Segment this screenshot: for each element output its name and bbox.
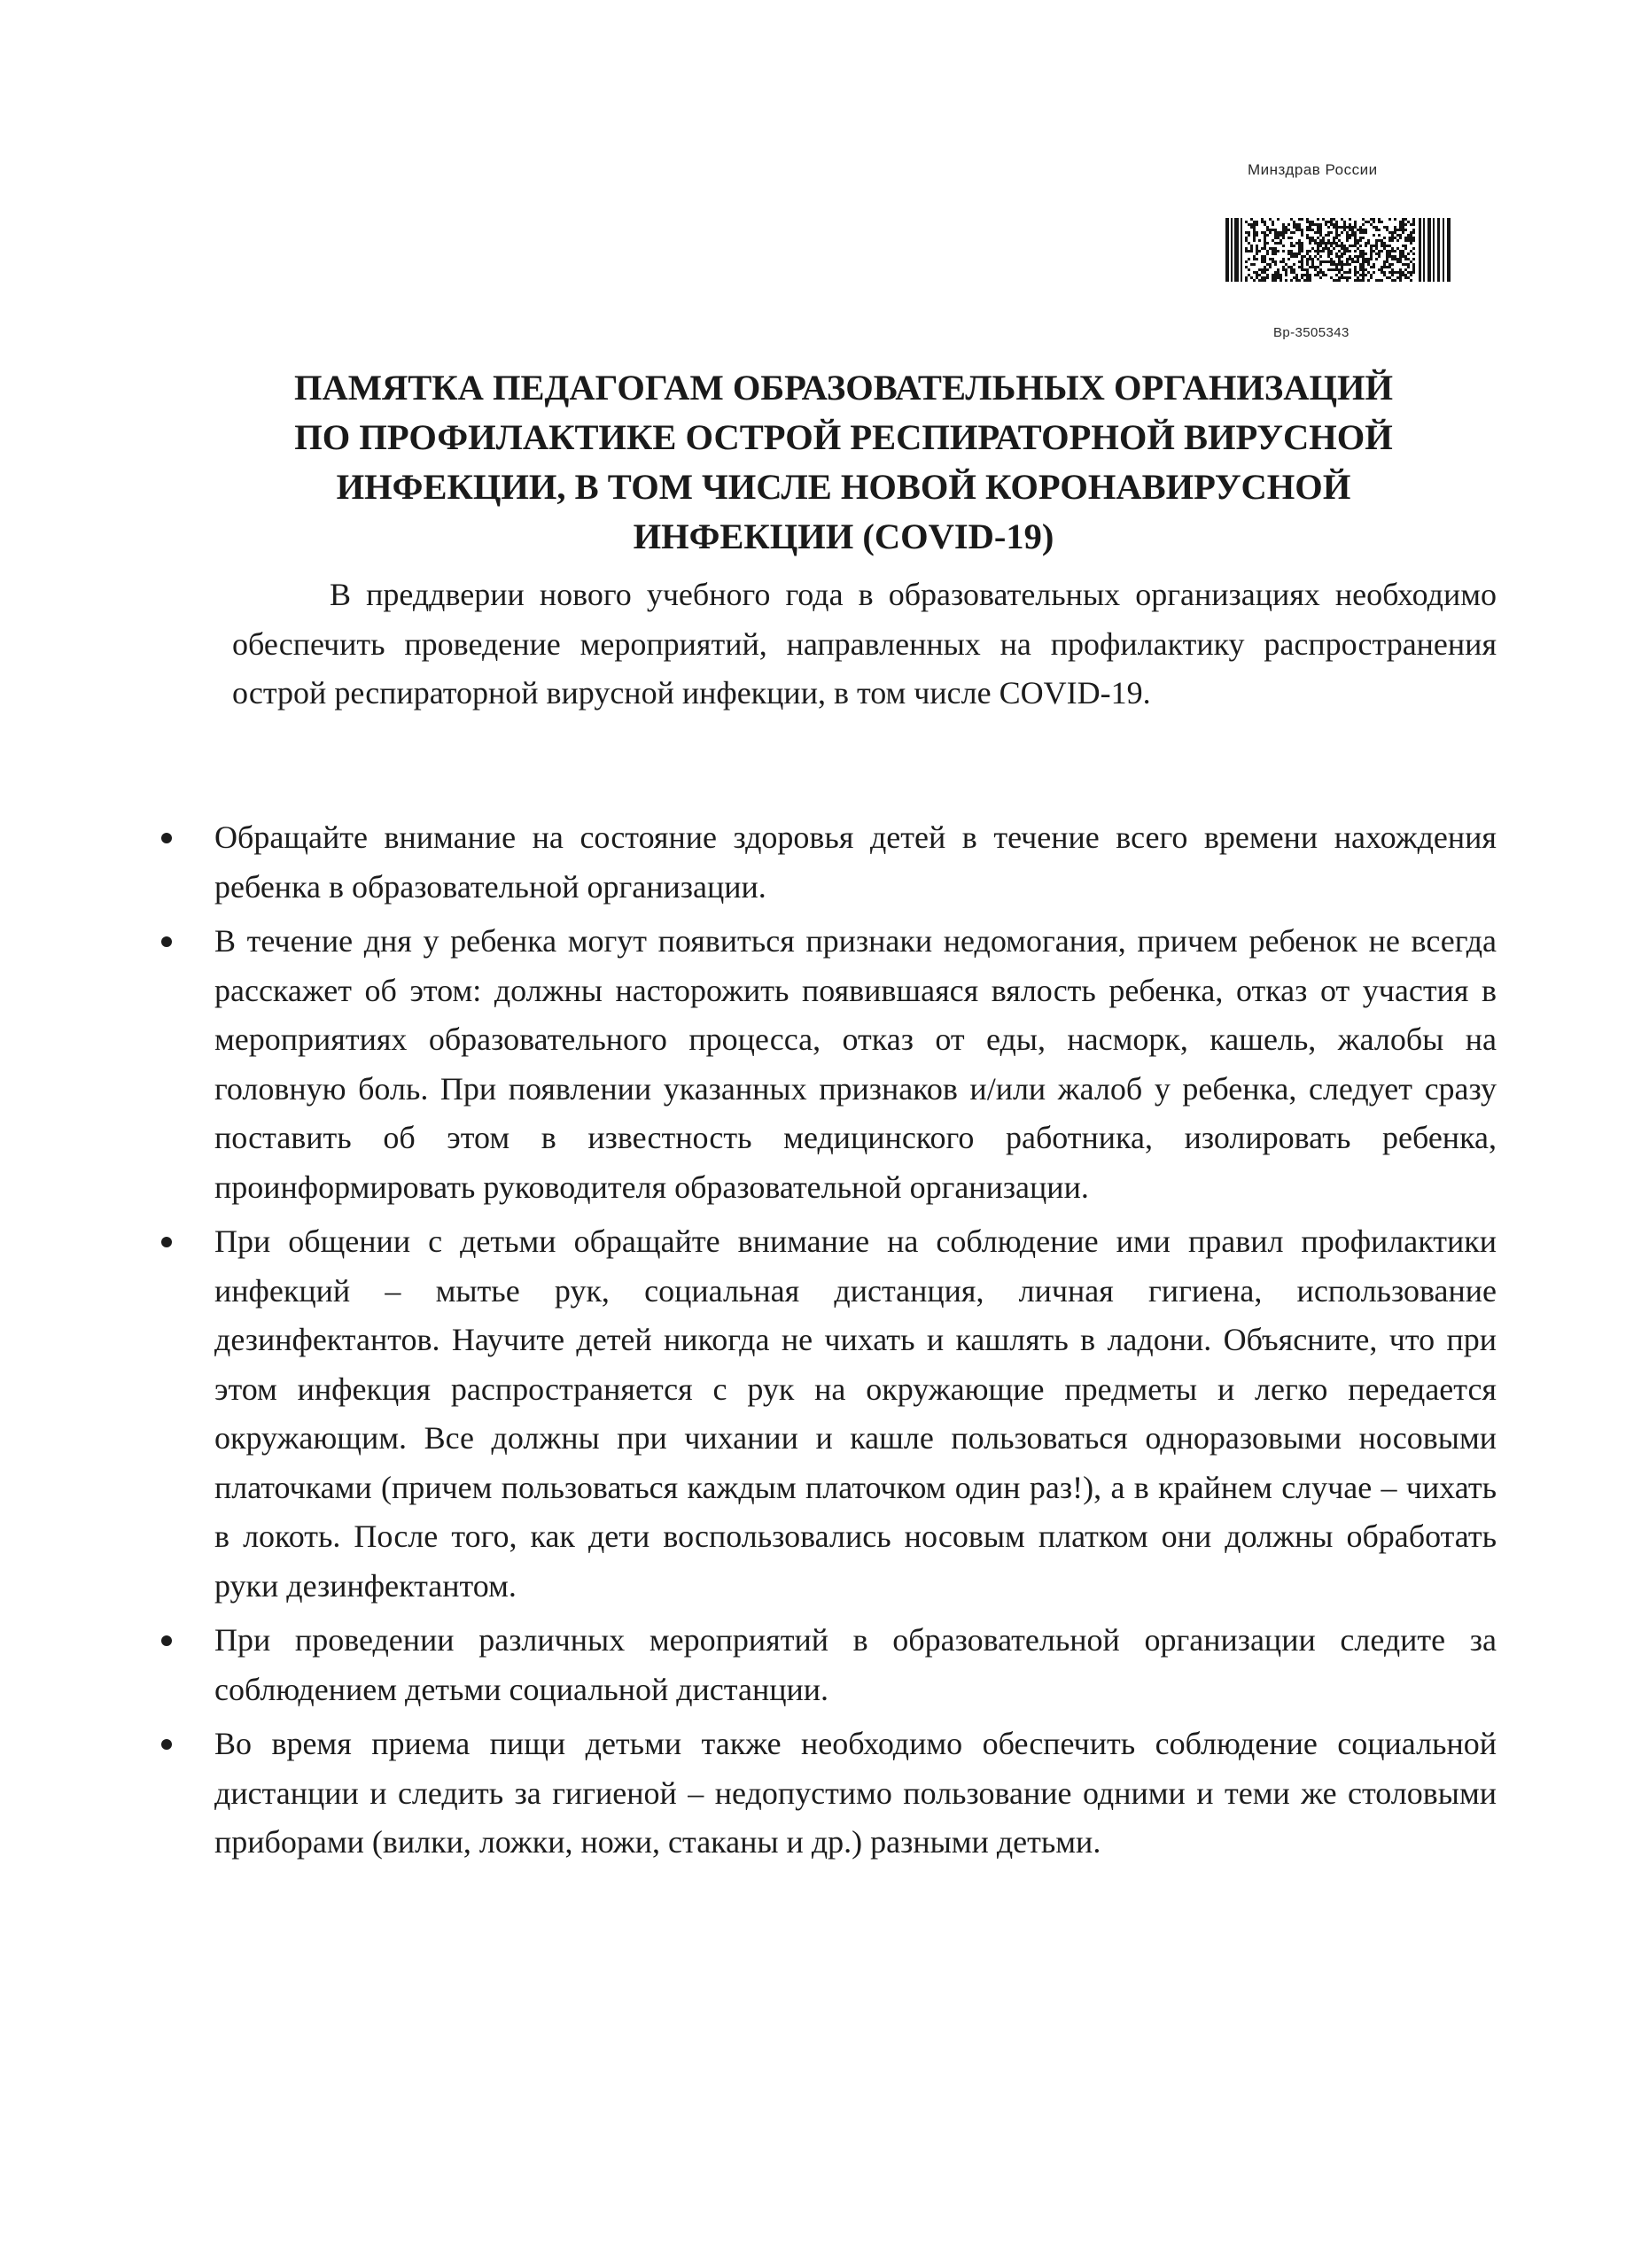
list-item-text: При общении с детьми обращайте внимание на соблюдение ими правил профилактики инфекций – мытье рук, социальная дистанция, личная гигиена, использование дезинфектантов. Научите детей никогда не чихать и кашлять в ладони. Объясните, что при этом инфекция распространяется с рук на окружающие предметы и легко передается окружающим. Все должны при чихании и кашле пользоваться одноразовыми носовыми платочками (причем пользоваться каждым платочком один раз!), а в крайнем случае – чихать в локоть. После того, как дети воспользовались носовым платком они должны обработать руки дезинфектантом. — [214, 1223, 1497, 1604]
intro-paragraph: В преддверии нового учебного года в образовательных организациях необходимо обеспечить проведение мероприятий, направленных на профилактику распространения острой респираторной вирусной инфекции, в том числе COVID-19. — [232, 577, 1497, 711]
recommendations-list — [156, 813, 1497, 1873]
bullet-icon — [161, 1635, 172, 1646]
registration-barcode — [1225, 218, 1451, 282]
title-line: ПО ПРОФИЛАКТИКЕ ОСТРОЙ РЕСПИРАТОРНОЙ ВИРУСНОЙ — [294, 417, 1393, 457]
bullet-icon — [161, 1739, 172, 1750]
list-item — [156, 1720, 1497, 1868]
list-item-text: Во время приема пищи детьми также необходимо обеспечить соблюдение социальной дистанции и следить за гигиеной – недопустимо пользование одними и теми же столовыми приборами (вилки, ложки, ножи, стаканы и др.) разными детьми. — [214, 1726, 1497, 1860]
stamp-registration-number: Вр-3505343 — [1273, 325, 1350, 340]
title-line: ПАМЯТКА ПЕДАГОГАМ ОБРАЗОВАТЕЛЬНЫХ ОРГАНИЗАЦИЙ — [294, 368, 1393, 408]
document-title — [222, 363, 1466, 562]
bullet-icon — [161, 833, 172, 843]
title-line: ИНФЕКЦИИ, В ТОМ ЧИСЛЕ НОВОЙ КОРОНАВИРУСНОЙ — [336, 467, 1351, 507]
list-item — [156, 1616, 1497, 1714]
list-item-text: При проведении различных мероприятий в образовательной организации следите за соблюдением детьми социальной дистанции. — [214, 1622, 1497, 1707]
stamp-organization: Минздрав России — [1248, 161, 1378, 178]
bullet-icon — [161, 936, 172, 947]
list-item — [156, 917, 1497, 1212]
title-line: ИНФЕКЦИИ (COVID-19) — [633, 517, 1054, 556]
list-item — [156, 1217, 1497, 1611]
list-item-text: В течение дня у ребенка могут появиться признаки недомогания, причем ребенок не всегда расскажет об этом: должны насторожить появившаяся вялость ребенка, отказ от участия в мероприятиях образовательного процесса, отказ от еды, насморк, кашель, жалобы на головную боль. При появлении указанных признаков и/или жалоб у ребенка, следует сразу поставить об этом в известность медицинского работника, изолировать ребенка, проинформировать руководителя образовательной организации. — [214, 923, 1497, 1205]
bullet-icon — [161, 1237, 172, 1247]
list-item — [156, 813, 1497, 912]
list-item-text: Обращайте внимание на состояние здоровья детей в течение всего времени нахождения ребенка в образовательной организации. — [214, 819, 1497, 905]
